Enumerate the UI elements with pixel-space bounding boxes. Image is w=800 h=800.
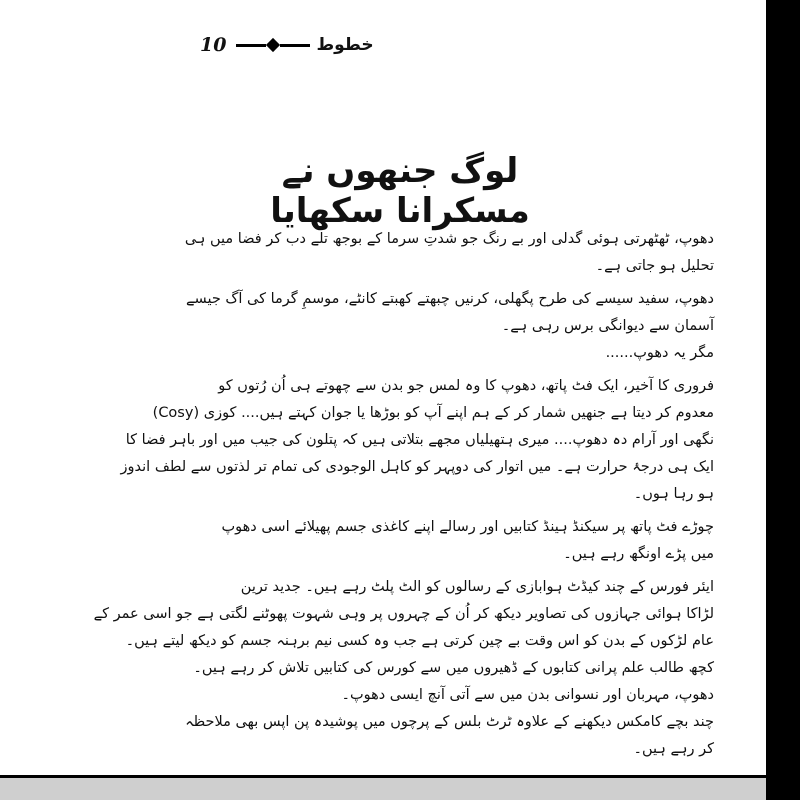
body-text bbox=[93, 226, 714, 763]
page-number: 10 bbox=[200, 34, 227, 56]
text-line: دھوپ، ٹھٹھرتی ہوئی گدلی اور بے رنگ جو شدتِ سرما کے بوجھ تلے دب کر فضا میں ہی bbox=[184, 231, 714, 247]
text-line: مگر یہ دھوپ...... bbox=[605, 345, 714, 361]
scan-right-edge bbox=[766, 0, 800, 800]
text-line: چند بچے کامکس دیکھنے کے علاوہ ٹرٹ بلس کے پرچوں میں پوشیدہ پن اپس بھی ملاحظہ bbox=[185, 714, 714, 730]
page-header bbox=[200, 30, 374, 60]
scan-bottom-margin bbox=[0, 778, 800, 800]
text-line: ایک ہی درجۂ حرارت ہے۔ میں اتوار کی دوپہر کو کاہل الوجودی کی تمام تر لذتوں سے لطف اندوز bbox=[120, 459, 714, 475]
ornament-diamond bbox=[266, 38, 280, 52]
running-head: خطوط bbox=[316, 35, 374, 55]
text-line: تحلیل ہو جاتی ہے۔ bbox=[595, 258, 714, 274]
text-line: کر رہے ہیں۔ bbox=[633, 741, 714, 757]
paragraph bbox=[93, 574, 714, 655]
paragraph bbox=[168, 709, 714, 763]
chapter-title: لوگ جنھوں نے مسکرانا سکھایا bbox=[270, 151, 530, 231]
paragraph bbox=[120, 373, 714, 508]
text-line: فروری کا آخیر، ایک فٹ پاتھ، دھوپ کا وہ لمس جو بدن سے چھوتے ہی اُن رُتوں کو bbox=[218, 378, 714, 394]
text-line: ایئر فورس کے چند کیڈٹ ہوابازی کے رسالوں کو الٹ پلٹ رہے ہیں۔ جدید ترین bbox=[240, 579, 714, 595]
text-line: آسمان سے دیوانگی برس رہی ہے۔ bbox=[501, 318, 714, 334]
text-line: معدوم کر دیتا ہے جنھیں شمار کر کے ہم اپنے آپ کو بوڑھا یا جوان کہتے ہیں.... کوزی (Cosy) bbox=[152, 405, 714, 421]
text-line: میں پڑے اونگھ رہے ہیں۔ bbox=[563, 546, 714, 562]
paragraph bbox=[168, 514, 714, 568]
ornament-line-right bbox=[280, 44, 310, 47]
paragraph bbox=[168, 286, 714, 340]
text-line: دھوپ، مہربان اور نسوانی بدن میں سے آتی آنچ ایسی دھوپ۔ bbox=[341, 687, 714, 703]
text-line: نگھی اور آرام دہ دھوپ.... میری ہتھیلیاں مجھے بتلاتی ہیں کہ پتلون کی جیب میں اور باہر فضا کا bbox=[125, 432, 714, 448]
paragraph bbox=[168, 340, 714, 367]
text-line: دھوپ، سفید سیسے کی طرح پگھلی، کرنیں چبھتے کھبتے کانٹے، موسمِ گرما کی آگ جیسے bbox=[186, 291, 714, 307]
paragraph bbox=[168, 682, 714, 709]
text-line: ہو رہا ہوں۔ bbox=[633, 486, 714, 502]
text-line: چوڑے فٹ پاتھ پر سیکنڈ ہینڈ کتابیں اور رسالے اپنے کاغذی جسم پھیلائے اسی دھوپ bbox=[221, 519, 714, 535]
ornament-line-left bbox=[236, 44, 266, 47]
paragraph bbox=[168, 226, 714, 280]
text-line: عام لڑکوں کے بدن کو اس وقت بے چین کرتی ہے جب وہ کسی نیم برہنہ جسم کو دیکھ لیتے ہیں۔ bbox=[125, 633, 714, 649]
header-ornament bbox=[236, 40, 310, 50]
text-line: کچھ طالب علم پرانی کتابوں کے ڈھیروں میں سے کورس کی کتابیں تلاش کر رہے ہیں۔ bbox=[193, 660, 714, 676]
paragraph bbox=[168, 655, 714, 682]
text-line: لڑاکا ہوائی جہازوں کی تصاویر دیکھ کر اُن کے چہروں پر وہی شہوت پھوٹنے لگتی ہے جو اسی عمر کے bbox=[93, 606, 714, 622]
